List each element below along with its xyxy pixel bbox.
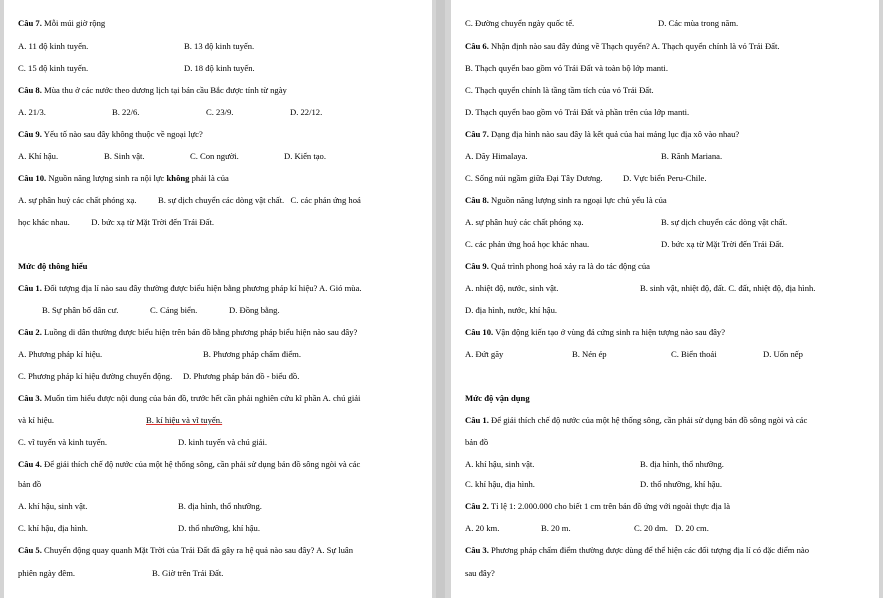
answer-option: B. 20 m. [541,523,571,533]
answer-option: D. thổ nhưỡng, khí hậu. [640,479,723,489]
answer-option: C. 20 dm. [634,523,668,533]
question-stem [18,391,426,405]
answer-option: A. 20 km. [465,523,500,533]
answer-row [465,171,873,185]
answer-option: C. 15 độ kinh tuyến. [18,63,89,73]
answer-row [18,499,426,513]
question-label: Câu 6. [465,41,489,51]
answer-option: B. Sự phân bố dân cư. [42,305,119,315]
answer-option: D. Các mùa trong năm. [658,18,739,28]
answer-option: D. bức xạ từ Mặt Trời đến Trái Đất. [661,239,784,249]
answer-option: A. 11 độ kinh tuyến. [18,41,89,51]
answer-row [465,83,873,97]
answer-option: D. 20 cm. [675,523,709,533]
answer-option: B. sự dịch chuyển các dòng vật chất. [661,217,788,227]
document-page-left [4,0,432,598]
answer-option: C. Sống núi ngầm giữa Đại Tây Dương. [465,173,603,183]
answer-row [465,149,873,163]
answer-option: C. khí hậu, địa hình. [465,479,535,489]
question-label: Câu 8. [465,195,489,205]
answer-option: C. 23/9. [206,107,234,117]
answer-option: B. Nén ép [572,349,607,359]
question-stem [18,83,426,97]
answer-option: B. Rãnh Mariana. [661,151,723,161]
page-gap [436,0,445,598]
question-text: Nguồn năng lượng sinh ra nội lực [48,173,165,183]
question-label: Câu 1. [18,283,42,293]
answer-option: C. Đường chuyển ngày quốc tế. [465,18,575,28]
answer-option: C. các phản ứng hoá học khác nhau. [465,239,590,249]
question-text: Để giải thích chế độ nước của một hệ thống sông, cần phải sử dụng bản đồ sông ngòi và các [491,415,808,425]
question-text: Mùa thu ở các nước theo dương lịch tại bán cầu Bắc được tính từ ngày [44,85,287,95]
question-text: Vận động kiến tạo ở vùng đá cứng sinh ra hiện tượng nào sau đây? [495,327,726,337]
answer-option: C. Biển thoái [671,349,717,359]
answer-option: B. Giờ trên Trái Đất. [152,568,224,578]
answer-option: A. Phương pháp kí hiệu. [18,349,103,359]
answer-row [465,61,873,75]
document-page-right [451,0,879,598]
question-text: Để giải thích chế độ nước của một hệ thống sông, cần phải sử dụng bản đồ sông ngòi và các [44,459,361,469]
question-label: Câu 3. [465,545,489,555]
answer-option: C. Con người. [190,151,239,161]
question-label: Câu 1. [465,415,489,425]
answer-option: B. địa hình, thổ nhưỡng. [640,459,724,469]
answer-option: A. Dãy Himalaya. [465,151,528,161]
answer-option: A. khí hậu, sinh vật. [18,501,88,511]
question-stem [465,543,873,557]
question-text: Nguồn năng lượng sinh ra ngoại lực chủ yếu là của [491,195,667,205]
question-label: Câu 7. [465,129,489,139]
answer-row [18,39,426,53]
answer-option: D. Vực biển Peru-Chile. [623,173,707,183]
question-label: Câu 3. [18,393,42,403]
answer-options-line: C. Phương pháp kí hiệu đường chuyển động. D. Phương pháp bản đồ - biểu đồ. [18,371,300,381]
answer-option: D. Uốn nếp [763,349,803,359]
answer-option: B. sinh vật, nhiệt độ, đất. C. đất, nhiệt độ, địa hình. [640,283,816,293]
question-text: Dạng địa hình nào sau đây là kết quả của hai mảng lục địa xô vào nhau? [491,129,740,139]
answer-options-line: A. sự phân huỷ các chất phóng xạ. B. sự dịch chuyển các dòng vật chất. C. các phản ứng hoá [18,195,361,205]
answer-row [18,369,426,383]
answer-option: D. thổ nhưỡng, khí hậu. [178,523,261,533]
question-text: phải là của [191,173,229,183]
answer-option: B. Sinh vật. [104,151,145,161]
question-stem [465,127,873,141]
answer-options-line: học khác nhau. D. bức xạ từ Mặt Trời đến Trái Đất. [18,217,214,227]
emphasis-word: không [166,173,190,183]
answer-option: B. 13 độ kinh tuyến. [184,41,255,51]
answer-option: C. vĩ tuyến và kinh tuyến. [18,437,108,447]
answer-option: D. Đồng bằng. [229,305,280,315]
question-stem [465,499,873,513]
answer-option: D. Thạch quyển bao gồm vỏ Trái Đất và phần trên của lớp manti. [465,107,690,117]
answer-option: C. khí hậu, địa hình. [18,523,88,533]
question-text: Muốn tìm hiểu được nội dung của bản đồ, trước hết cần phải nghiên cứu kĩ phần A. chú giải [44,393,361,403]
question-label: Câu 7. [18,18,42,28]
question-stem [465,325,873,339]
answer-row [18,566,426,580]
question-label: Câu 2. [465,501,489,511]
answer-row [465,105,873,119]
answer-row [18,215,426,229]
answer-option: C. Cảng biển. [150,305,198,315]
answer-row [465,457,873,471]
question-text: Phương pháp chấm điểm thường được dùng để thể hiện các đối tượng địa lí có đặc điểm nào [491,545,809,555]
answer-option: A. Khí hậu. [18,151,59,161]
answer-row [465,16,873,30]
answer-row [18,193,426,207]
question-label: Câu 10. [465,327,494,337]
question-stem [465,259,873,273]
question-label: Câu 4. [18,459,42,469]
question-stem [18,171,426,185]
question-text: Luồng di dân thường được biểu hiện trên bản đồ bằng phương pháp biểu hiện nào sau đây? [44,327,358,337]
answer-row [18,413,426,427]
question-stem [18,543,426,557]
question-stem [18,127,426,141]
answer-row [465,477,873,491]
answer-option: A. khí hậu, sinh vật. [465,459,535,469]
answer-option: A. Đứt gãy [465,349,504,359]
question-stem-continued: sau đây? [465,568,495,578]
question-stem [465,193,873,207]
answer-option: D. 22/12. [290,107,323,117]
question-label: Câu 8. [18,85,42,95]
answer-row [18,303,426,317]
answer-row [18,105,426,119]
question-text: Quá trình phong hoá xảy ra là do tác động của [491,261,650,271]
question-stem [18,281,426,295]
question-stem-continued: bản đồ [18,479,42,489]
question-label: Câu 9. [465,261,489,271]
question-stem [18,325,426,339]
answer-option: B. Phương pháp chấm điểm. [203,349,301,359]
answer-option: B. 22/6. [112,107,140,117]
answer-option: phiên ngày đêm. [18,568,76,578]
answer-row [465,237,873,251]
question-label: Câu 9. [18,129,42,139]
answer-row [18,61,426,75]
question-stem [465,39,873,53]
answer-option-underlined: B. kí hiệu và vĩ tuyến. [146,415,223,425]
answer-option: A. nhiệt độ, nước, sinh vật. [465,283,559,293]
question-text: Chuyển động quay quanh Mặt Trời của Trái Đất đã gây ra hệ quả nào sau đây? A. Sự luân [44,545,354,555]
question-label: Câu 2. [18,327,42,337]
answer-option: D. 18 độ kinh tuyến. [184,63,255,73]
answer-row [465,347,873,361]
answer-row [18,149,426,163]
answer-option: D. địa hình, nước, khí hậu. [465,305,558,315]
answer-row [18,435,426,449]
question-stem [18,16,426,30]
section-heading: Mức độ thông hiểu [18,261,88,271]
answer-option: D. Kiến tạo. [284,151,327,161]
answer-option: và kí hiệu. [18,415,55,425]
question-text: Mỗi múi giờ rộng [44,18,106,28]
question-stem [465,413,873,427]
question-stem [18,457,426,471]
answer-option: B. Thạch quyển bao gồm vỏ Trái Đất và toàn bộ lớp manti. [465,63,668,73]
question-text: Nhận định nào sau đây đúng về Thạch quyển? A. Thạch quyển chính là vỏ Trái Đất. [491,41,780,51]
question-text: Yếu tố nào sau đây không thuộc về ngoại lực? [43,129,203,139]
answer-option: C. Thạch quyển chính là tầng tầm tích của vỏ Trái Đất. [465,85,654,95]
question-text: Tỉ lệ 1: 2.000.000 cho biết 1 cm trên bản đồ ứng với ngoài thực địa là [490,501,731,511]
answer-option: B. địa hình, thổ nhưỡng. [178,501,262,511]
question-text: Đối tượng địa lí nào sau đây thường được biểu hiện bằng phương pháp kí hiệu? A. Gió mùa. [44,283,362,293]
answer-row [18,521,426,535]
question-stem-continued: bản đồ [465,437,489,447]
answer-row [465,215,873,229]
answer-option: A. sự phân huỷ các chất phóng xạ. [465,217,584,227]
answer-option: A. 21/3. [18,107,46,117]
answer-row [18,347,426,361]
answer-option: D. kinh tuyến và chú giải. [178,437,268,447]
answer-row [465,281,873,295]
answer-row [465,303,873,317]
answer-row [465,521,873,535]
section-heading: Mức độ vận dụng [465,393,530,403]
question-label: Câu 5. [18,545,42,555]
question-label: Câu 10. [18,173,47,183]
